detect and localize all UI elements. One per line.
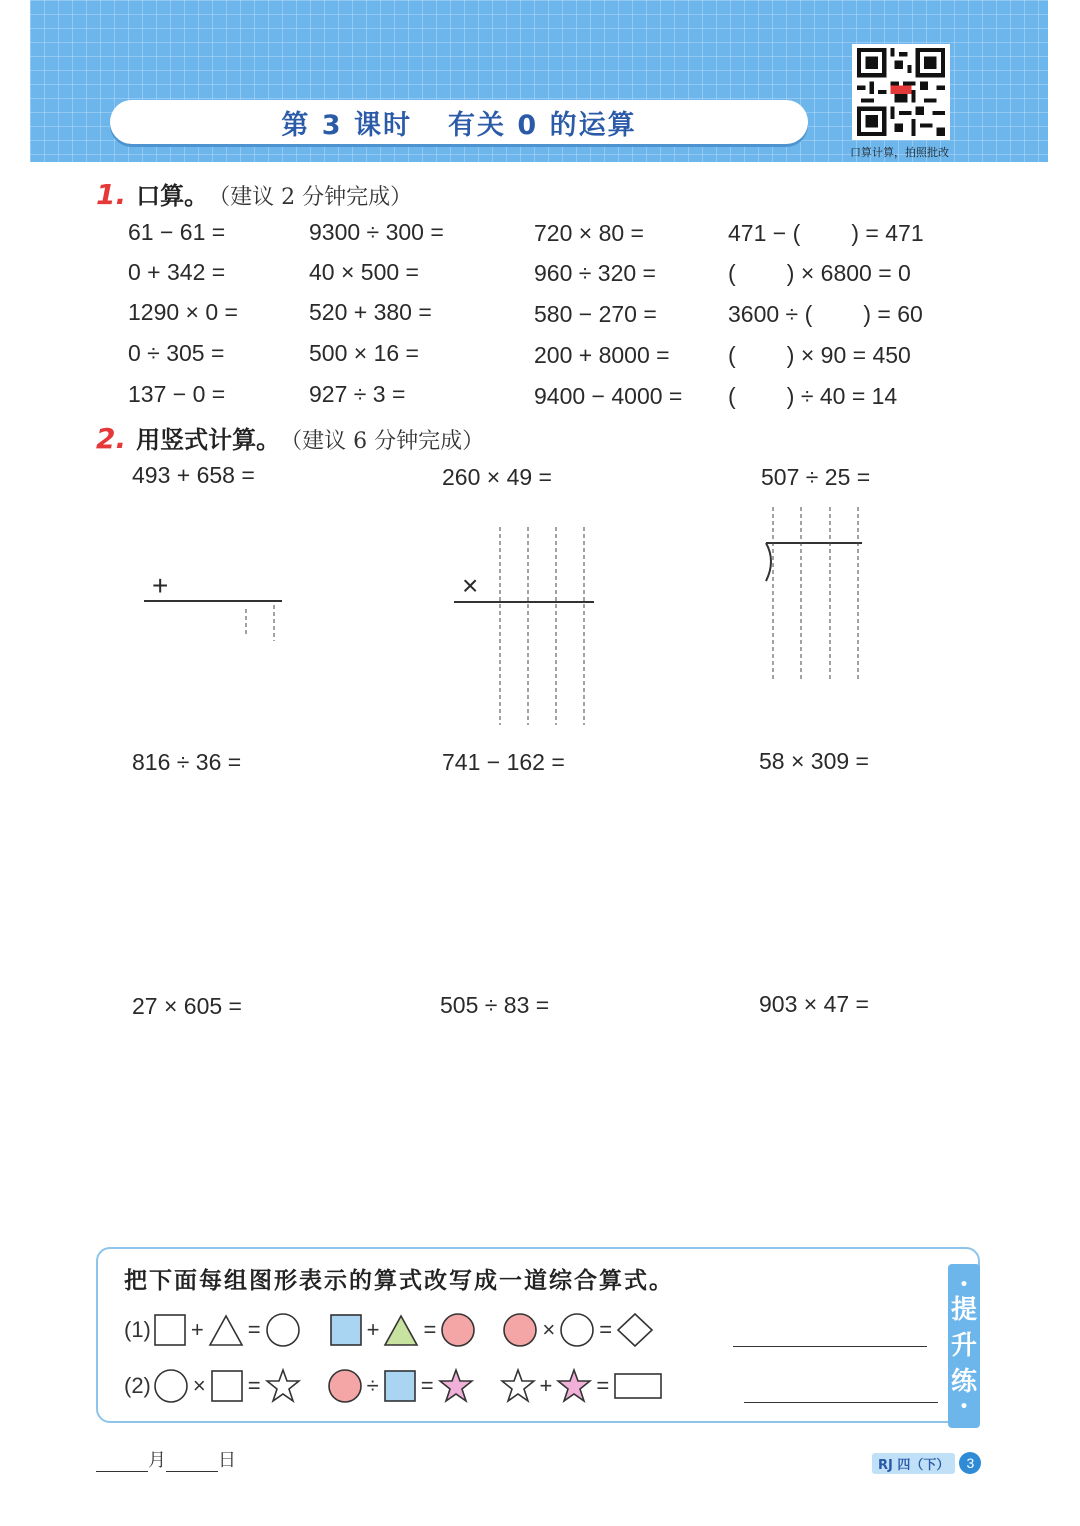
star-icon <box>265 1368 301 1404</box>
date-field <box>96 1446 236 1472</box>
op-eq: = <box>423 1317 437 1342</box>
op-eq: = <box>420 1373 434 1398</box>
oral-item: 927 ÷ 3 = <box>309 381 406 407</box>
rectangle-icon <box>613 1371 663 1401</box>
page-number: 3 <box>959 1452 981 1474</box>
oral-item: 3600 ÷ ( ) = 60 <box>728 301 923 327</box>
day-label: 日 <box>218 1450 236 1471</box>
oral-item: 0 ÷ 305 = <box>128 340 225 366</box>
lesson-topic: 有关 0 的运算 <box>448 109 637 141</box>
side-tab-char: 练 <box>950 1367 977 1397</box>
page-title <box>110 100 808 144</box>
oral-item: 1290 × 0 = <box>128 299 238 325</box>
multiplication-guide <box>450 525 600 730</box>
section-1-name: 口算。 <box>136 182 209 210</box>
triangle-icon <box>383 1313 419 1347</box>
op-eq: = <box>599 1317 613 1342</box>
oral-item: 9400 − 4000 = <box>534 383 683 409</box>
oral-item: ( ) × 90 = 450 <box>728 342 911 368</box>
vertical-problem: 741 − 162 = <box>442 749 565 775</box>
answer-line-1[interactable] <box>733 1346 927 1347</box>
oral-item: 720 × 80 = <box>534 220 644 246</box>
diamond-icon <box>616 1312 654 1348</box>
op-div: ÷ <box>366 1373 379 1398</box>
vertical-problem: 816 ÷ 36 = <box>132 749 242 775</box>
circle-icon <box>265 1312 301 1348</box>
oral-item: 137 − 0 = <box>128 381 226 407</box>
oral-item: 520 + 380 = <box>309 299 432 325</box>
oral-item: 9300 ÷ 300 = <box>309 219 444 245</box>
oral-item: ( ) × 6800 = 0 <box>728 260 911 286</box>
triangle-icon <box>208 1313 244 1347</box>
circle-icon <box>153 1368 189 1404</box>
oral-item: 960 ÷ 320 = <box>534 260 656 286</box>
side-tab-char: 升 <box>950 1331 977 1361</box>
square-icon <box>329 1313 363 1347</box>
month-blank[interactable] <box>96 1452 148 1472</box>
oral-item: 580 − 270 = <box>534 301 657 327</box>
section-1-hint: （建议 2 分钟完成） <box>208 185 413 210</box>
oral-item: 200 + 8000 = <box>534 342 670 368</box>
vertical-problem: 58 × 309 = <box>759 748 869 774</box>
op-eq: = <box>596 1373 610 1398</box>
month-label: 月 <box>148 1450 166 1471</box>
oral-item: 40 × 500 = <box>309 259 419 285</box>
op-plus: + <box>190 1317 204 1342</box>
star-icon <box>556 1368 592 1404</box>
row-label: (2) <box>124 1373 151 1398</box>
vertical-problem: 260 × 49 = <box>442 464 552 490</box>
oral-item: 471 − ( ) = 471 <box>728 220 924 246</box>
square-icon <box>153 1313 187 1347</box>
circle-icon <box>327 1368 363 1404</box>
side-tab-char: 提 <box>950 1295 977 1325</box>
oral-item: 500 × 16 = <box>309 340 419 366</box>
division-guide <box>758 505 868 685</box>
oral-item: 0 + 342 = <box>128 259 226 285</box>
star-icon <box>500 1368 536 1404</box>
footer-tag <box>872 1452 981 1474</box>
lesson-label: 第 3 课时 <box>281 109 412 141</box>
circle-icon <box>502 1312 538 1348</box>
book-tag: RJ 四（下） <box>872 1453 955 1474</box>
row-label: (1) <box>124 1317 151 1342</box>
op-eq: = <box>247 1317 261 1342</box>
vertical-problem: 505 ÷ 83 = <box>440 992 550 1018</box>
section-2-title <box>96 420 484 455</box>
square-icon <box>383 1369 417 1403</box>
oral-item: ( ) ÷ 40 = 14 <box>728 383 898 409</box>
times-sign: × <box>462 570 479 601</box>
section-2-number: 2. <box>96 422 127 455</box>
section-2-hint: （建议 6 分钟完成） <box>280 429 485 454</box>
section-2-name: 用竖式计算。 <box>136 426 281 454</box>
qr-code-icon[interactable] <box>852 44 950 140</box>
vertical-problem: 27 × 605 = <box>132 993 242 1019</box>
challenge-title: 把下面每组图形表示的算式改写成一道综合算式。 <box>124 1268 674 1294</box>
addition-guide <box>140 595 290 645</box>
section-1-title <box>96 176 412 211</box>
shape-row-1 <box>124 1312 654 1348</box>
circle-icon <box>559 1312 595 1348</box>
section-1-number: 1. <box>96 178 127 211</box>
shape-row-2 <box>124 1368 663 1404</box>
vertical-problem: 493 + 658 = <box>132 462 255 488</box>
vertical-problem: 507 ÷ 25 = <box>761 464 871 490</box>
op-plus: + <box>539 1373 553 1398</box>
side-tab: • 提 升 练 • <box>948 1264 980 1428</box>
star-icon <box>438 1368 474 1404</box>
circle-icon <box>440 1312 476 1348</box>
square-icon <box>210 1369 244 1403</box>
day-blank[interactable] <box>166 1452 218 1472</box>
op-plus: + <box>366 1317 380 1342</box>
op-eq: = <box>247 1373 261 1398</box>
plus-sign: + <box>152 570 169 601</box>
oral-item: 61 − 61 = <box>128 219 226 245</box>
op-times: × <box>192 1373 206 1398</box>
vertical-problem: 903 × 47 = <box>759 991 869 1017</box>
op-times: × <box>542 1317 556 1342</box>
answer-line-2[interactable] <box>744 1402 938 1403</box>
qr-caption: 口算计算，拍照批改 <box>850 146 949 159</box>
